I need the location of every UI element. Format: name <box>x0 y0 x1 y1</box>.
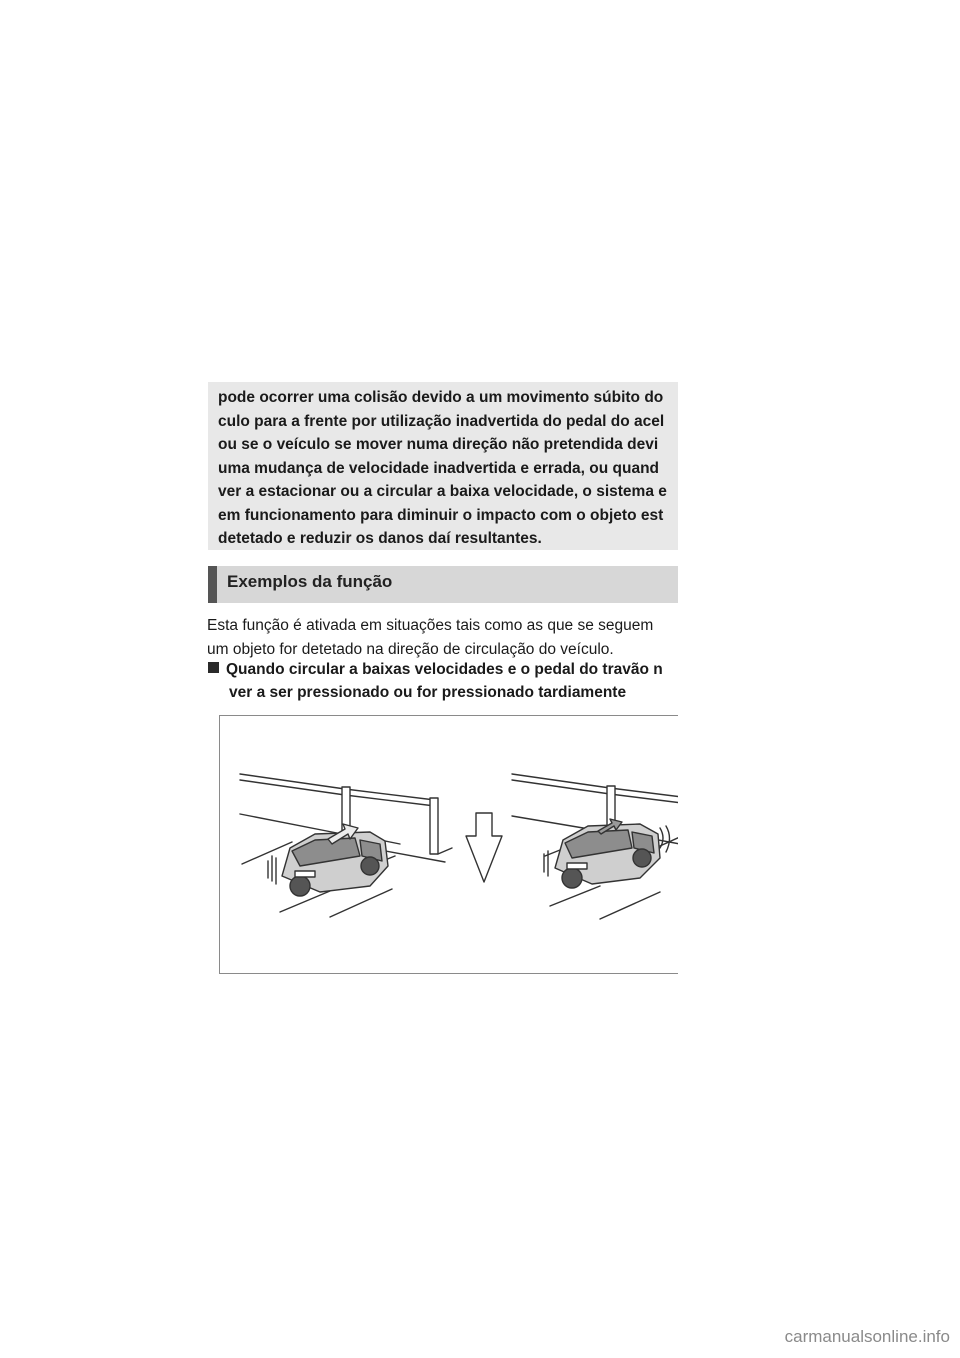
body-line: Esta função é ativada em situações tais como as que se seguem <box>207 617 654 634</box>
bullet-heading-line-1: Quando circular a baixas velocidades e o pedal do travão n <box>226 661 663 678</box>
section-header <box>208 566 678 603</box>
warning-box <box>208 382 678 550</box>
watermark: carmanualsonline.info <box>784 1327 950 1346</box>
motion-marks-left-icon <box>268 856 276 884</box>
transition-arrow-icon <box>466 813 502 882</box>
body-paragraph <box>207 614 653 662</box>
bullet-heading <box>208 661 663 679</box>
square-bullet-icon <box>208 662 219 673</box>
illustration-figure <box>219 715 678 974</box>
body-line: um objeto for detetado na direção de circulação do veículo. <box>207 641 614 658</box>
bullet-heading-line-2: ver a ser pressionado ou for pressionado tardiamente <box>229 684 627 701</box>
warning-line: ou se o veículo se mover numa direção não pretendida devi <box>218 436 659 453</box>
section-title: Exemplos da função <box>227 572 393 591</box>
warning-text <box>218 382 667 550</box>
warning-line: uma mudança de velocidade inadvertida e errada, ou quand <box>218 459 660 477</box>
warning-line: detetado e reduzir os danos daí resultantes. <box>218 530 542 547</box>
warning-line: ver a estacionar ou a circular a baixa velocidade, o sistema e <box>218 483 667 500</box>
warning-line: culo para a frente por utilização inadvertida do pedal do acel <box>218 412 665 430</box>
warning-line: em funcionamento para diminuir o impacto com o objeto est <box>218 506 664 524</box>
car-right-icon <box>555 824 660 888</box>
parking-collision-illustration <box>220 716 678 975</box>
warning-line: pode ocorrer uma colisão devido a um movimento súbito do <box>218 389 664 406</box>
